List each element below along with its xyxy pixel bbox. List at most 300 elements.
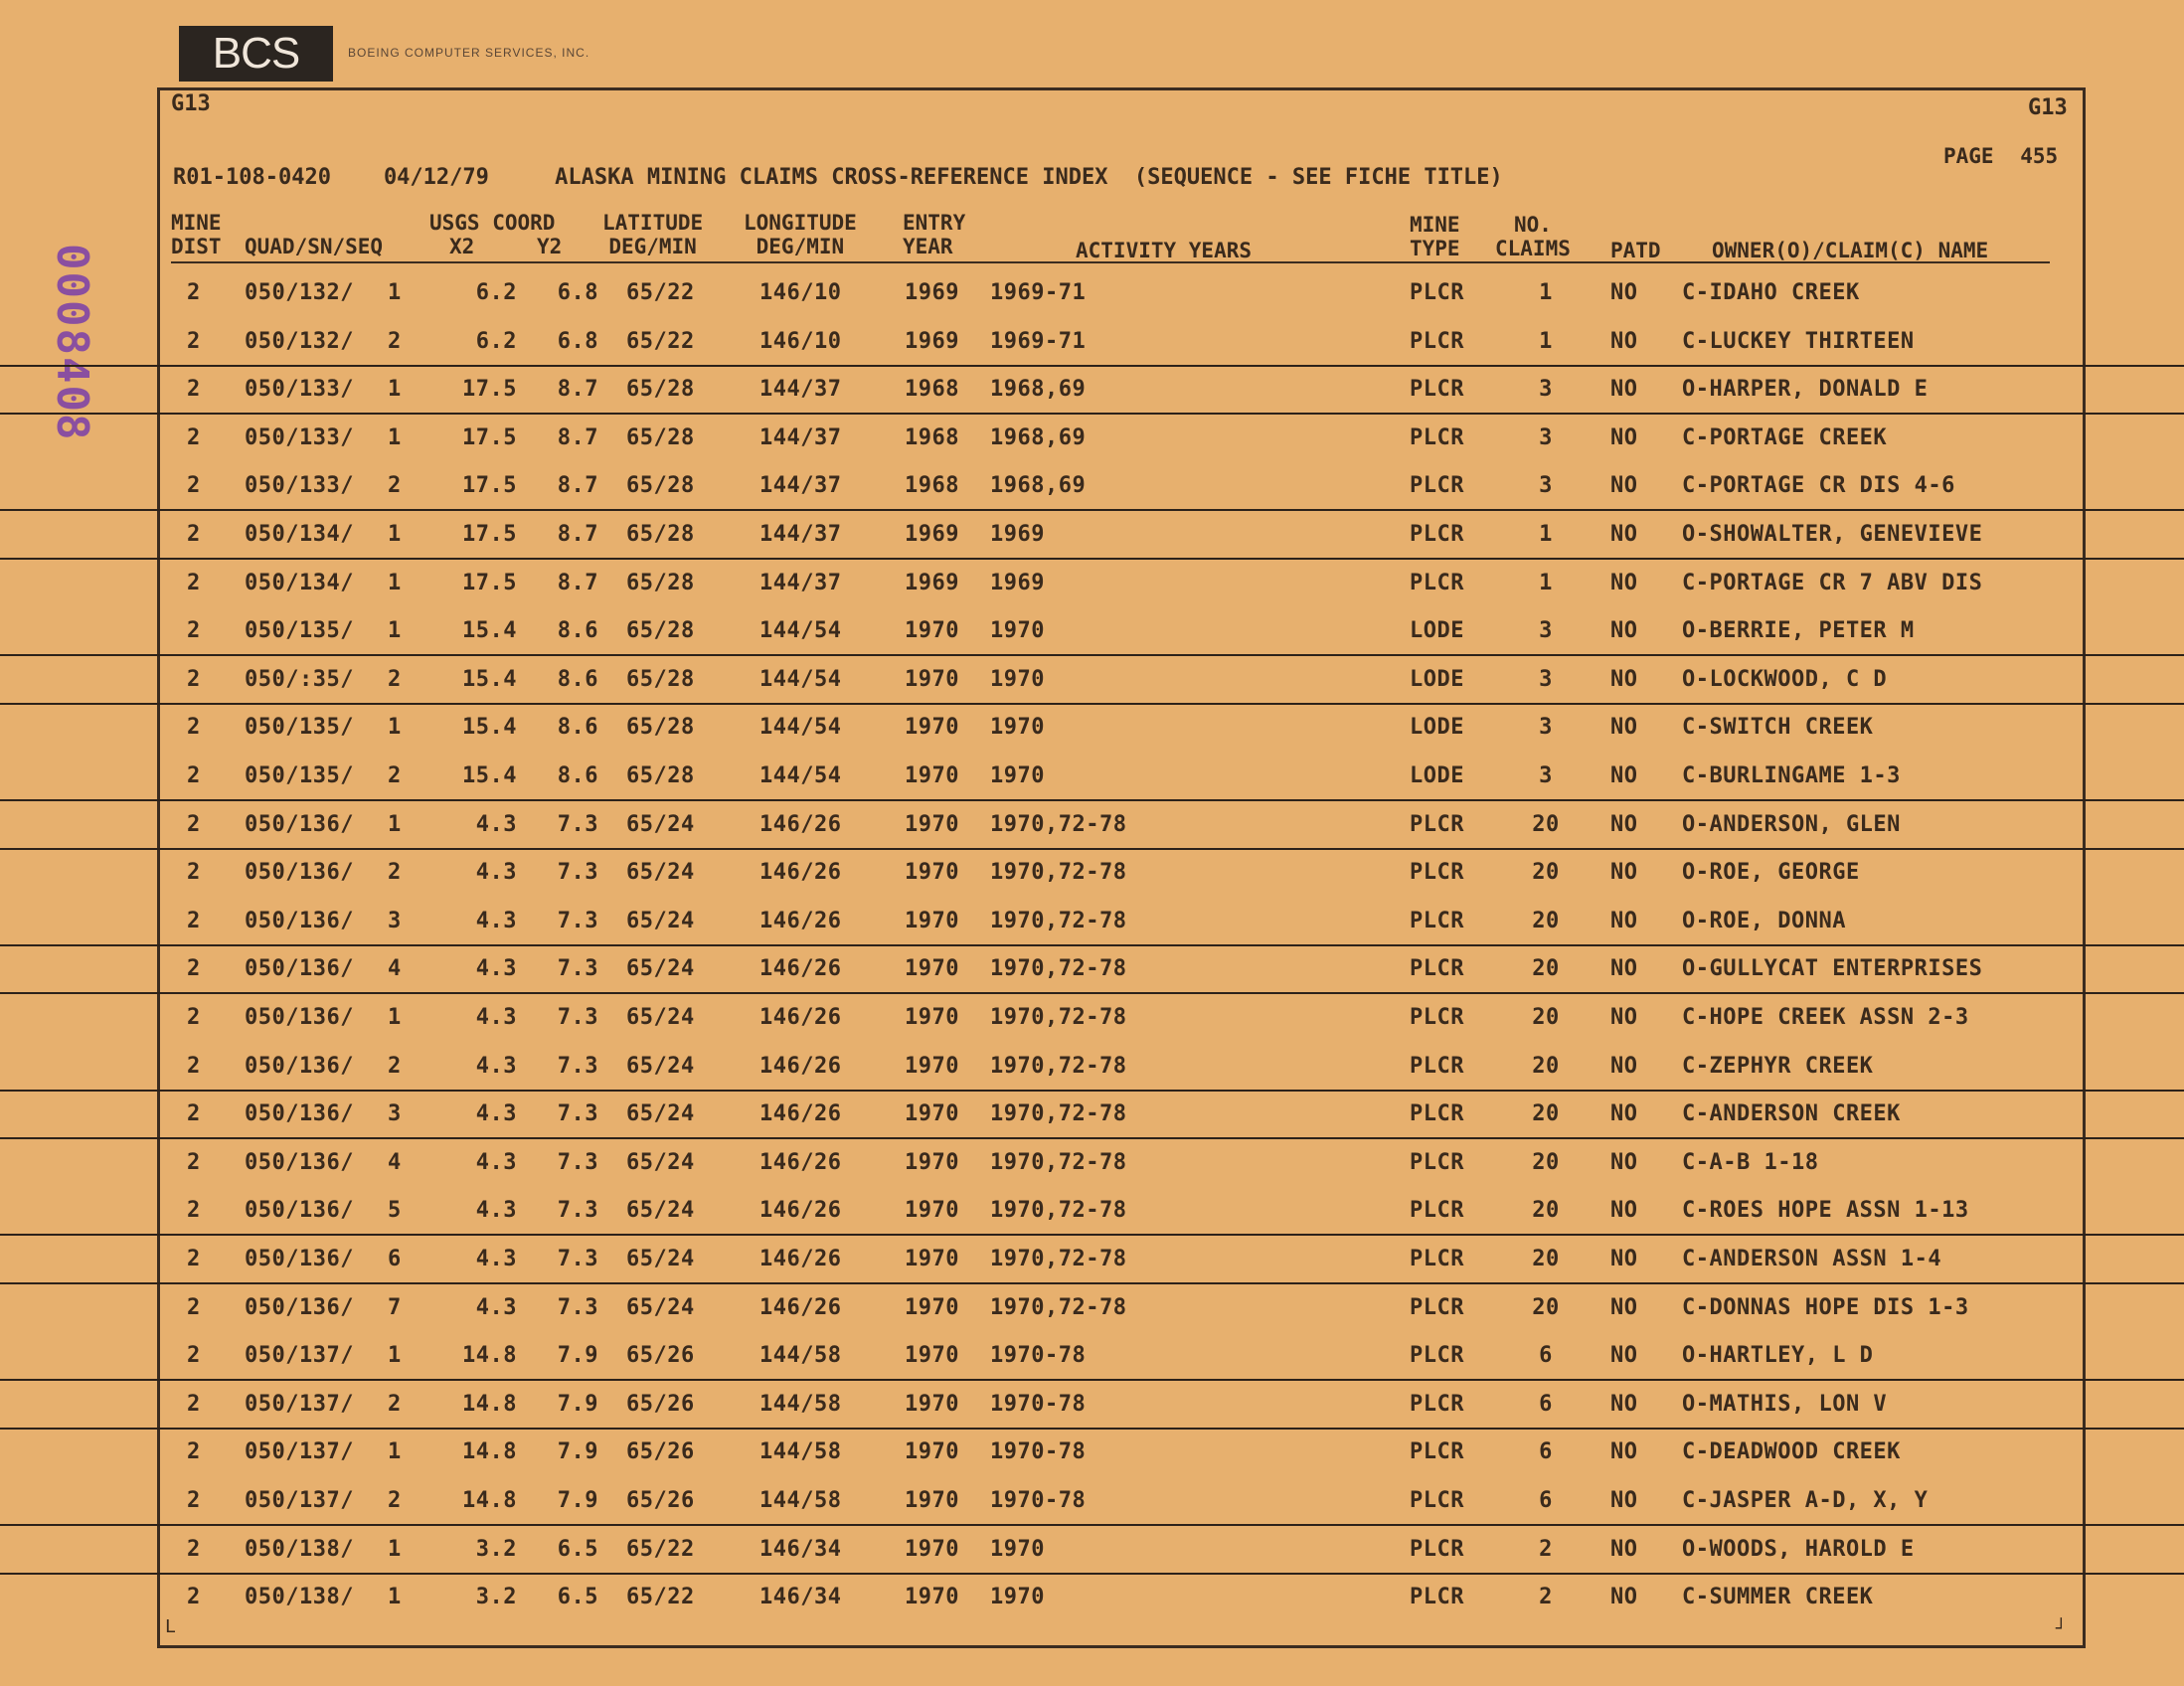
- table-row: [0, 711, 2184, 751]
- latitude-cell: 65/24: [626, 811, 695, 837]
- longitude-cell: 144/37: [759, 424, 842, 450]
- quad-cell: 050/136/: [245, 860, 354, 886]
- seq-cell: 2: [388, 473, 402, 499]
- x2-cell: 14.8: [462, 1488, 517, 1513]
- owner-claim-cell: O-ROE, DONNA: [1682, 908, 1846, 933]
- activity-years-cell: 1969: [990, 522, 1045, 547]
- owner-claim-cell: C-BURLINGAME 1-3: [1682, 763, 1901, 788]
- activity-years-cell: 1970-78: [990, 1488, 1087, 1513]
- x2-cell: 4.3: [475, 860, 517, 886]
- entry-year-cell: 1969: [905, 570, 959, 595]
- no-claims-cell: 1: [1539, 570, 1553, 595]
- side-stamp-number: 0008408: [47, 244, 97, 442]
- owner-claim-cell: C-ROES HOPE ASSN 1-13: [1682, 1198, 1969, 1224]
- y2-cell: 7.3: [557, 1053, 598, 1079]
- mine-type-cell: PLCR: [1410, 1247, 1464, 1271]
- seq-cell: 1: [388, 280, 402, 305]
- table-row: [0, 518, 2184, 560]
- y2-cell: 7.3: [557, 1149, 598, 1175]
- owner-claim-cell: O-GULLYCAT ENTERPRISES: [1682, 956, 1983, 982]
- longitude-cell: 146/26: [759, 811, 842, 837]
- y2-cell: 8.6: [557, 715, 598, 741]
- y2-cell: 8.7: [557, 570, 598, 595]
- owner-claim-cell: C-ZEPHYR CREEK: [1682, 1053, 1874, 1079]
- y2-cell: 8.7: [557, 473, 598, 499]
- owner-claim-cell: C-DEADWOOD CREEK: [1682, 1439, 1901, 1465]
- x2-cell: 3.2: [475, 1536, 517, 1562]
- quad-cell: 050/135/: [245, 763, 354, 788]
- activity-years-cell: 1970,72-78: [990, 1101, 1127, 1127]
- activity-years-cell: 1969: [990, 570, 1045, 595]
- mine-dist-cell: 2: [187, 1005, 201, 1030]
- latitude-cell: 65/26: [626, 1439, 695, 1465]
- longitude-cell: 146/26: [759, 1294, 842, 1320]
- quad-cell: 050/136/: [245, 908, 354, 933]
- seq-cell: 6: [388, 1247, 402, 1271]
- mine-dist-cell: 2: [187, 618, 201, 644]
- quad-cell: 050/133/: [245, 473, 354, 499]
- mine-dist-cell: 2: [187, 473, 201, 499]
- y2-cell: 7.3: [557, 1294, 598, 1320]
- patd-cell: NO: [1610, 377, 1638, 403]
- owner-claim-cell: O-ROE, GEORGE: [1682, 860, 1860, 886]
- mine-type-cell: PLCR: [1410, 1488, 1464, 1513]
- y2-cell: 7.9: [557, 1439, 598, 1465]
- mine-type-cell: PLCR: [1410, 1294, 1464, 1320]
- table-row: [0, 856, 2184, 896]
- seq-cell: 2: [388, 860, 402, 886]
- mine-type-cell: PLCR: [1410, 473, 1464, 499]
- entry-year-cell: 1970: [905, 908, 959, 933]
- patd-cell: NO: [1610, 860, 1638, 886]
- table-row: [0, 1533, 2184, 1575]
- table-row: [0, 469, 2184, 511]
- entry-year-cell: 1970: [905, 1005, 959, 1030]
- x2-cell: 4.3: [475, 1247, 517, 1271]
- seq-cell: 4: [388, 956, 402, 982]
- activity-years-cell: 1970,72-78: [990, 811, 1127, 837]
- mine-dist-cell: 2: [187, 860, 201, 886]
- entry-year-cell: 1970: [905, 956, 959, 982]
- patd-cell: NO: [1610, 1101, 1638, 1127]
- patd-cell: NO: [1610, 280, 1638, 305]
- entry-year-cell: 1970: [905, 1343, 959, 1369]
- quad-cell: 050/136/: [245, 811, 354, 837]
- quad-cell: 050/136/: [245, 1294, 354, 1320]
- x2-cell: 15.4: [462, 618, 517, 644]
- longitude-cell: 146/34: [759, 1536, 842, 1562]
- owner-claim-cell: C-ANDERSON CREEK: [1682, 1101, 1901, 1127]
- no-claims-cell: 20: [1532, 1149, 1560, 1175]
- quad-cell: 050/133/: [245, 424, 354, 450]
- owner-claim-cell: C-IDAHO CREEK: [1682, 280, 1860, 305]
- mine-dist-cell: 2: [187, 1247, 201, 1271]
- patd-cell: NO: [1610, 618, 1638, 644]
- y2-cell: 8.7: [557, 522, 598, 547]
- mine-type-cell: PLCR: [1410, 956, 1464, 982]
- latitude-cell: 65/28: [626, 666, 695, 692]
- seq-cell: 1: [388, 715, 402, 741]
- report-date: 04/12/79: [383, 165, 489, 190]
- mine-dist-cell: 2: [187, 328, 201, 354]
- quad-cell: 050/136/: [245, 1247, 354, 1271]
- table-row: [0, 759, 2184, 801]
- no-claims-cell: 3: [1539, 377, 1553, 403]
- y2-cell: 7.3: [557, 1101, 598, 1127]
- x2-cell: 17.5: [462, 473, 517, 499]
- quad-cell: 050/133/: [245, 377, 354, 403]
- quad-cell: 050/136/: [245, 1053, 354, 1079]
- seq-cell: 3: [388, 1101, 402, 1127]
- quad-cell: 050/132/: [245, 328, 354, 354]
- quad-cell: 050/137/: [245, 1343, 354, 1369]
- quad-cell: 050/137/: [245, 1439, 354, 1465]
- patd-cell: NO: [1610, 811, 1638, 837]
- mine-type-cell: PLCR: [1410, 1439, 1464, 1465]
- patd-cell: NO: [1610, 1005, 1638, 1030]
- activity-years-cell: 1970,72-78: [990, 1053, 1127, 1079]
- col-x2: X2: [449, 235, 475, 258]
- mine-dist-cell: 2: [187, 1439, 201, 1465]
- activity-years-cell: 1970,72-78: [990, 908, 1127, 933]
- col-no-claims: NO. CLAIMS: [1495, 213, 1571, 260]
- mine-dist-cell: 2: [187, 1053, 201, 1079]
- x2-cell: 17.5: [462, 522, 517, 547]
- table-row: [0, 1581, 2184, 1620]
- quad-cell: 050/136/: [245, 1101, 354, 1127]
- table-row: [0, 1388, 2184, 1430]
- x2-cell: 17.5: [462, 570, 517, 595]
- mine-dist-cell: 2: [187, 1585, 201, 1610]
- no-claims-cell: 1: [1539, 328, 1553, 354]
- activity-years-cell: 1970,72-78: [990, 860, 1127, 886]
- longitude-cell: 144/54: [759, 715, 842, 741]
- mine-dist-cell: 2: [187, 1343, 201, 1369]
- activity-years-cell: 1970,72-78: [990, 1247, 1127, 1271]
- corner-mark-right: ┘: [2056, 1618, 2067, 1639]
- seq-cell: 1: [388, 811, 402, 837]
- seq-cell: 2: [388, 1391, 402, 1417]
- mine-dist-cell: 2: [187, 908, 201, 933]
- entry-year-cell: 1970: [905, 715, 959, 741]
- owner-claim-cell: C-SWITCH CREEK: [1682, 715, 1874, 741]
- mine-dist-cell: 2: [187, 570, 201, 595]
- activity-years-cell: 1969-71: [990, 328, 1087, 354]
- quad-cell: 050/134/: [245, 522, 354, 547]
- activity-years-cell: 1970: [990, 1536, 1045, 1562]
- mine-type-cell: PLCR: [1410, 328, 1464, 354]
- company-name: BOEING COMPUTER SERVICES, INC.: [348, 46, 590, 60]
- mine-dist-cell: 2: [187, 715, 201, 741]
- longitude-cell: 144/54: [759, 618, 842, 644]
- table-row: [0, 1001, 2184, 1041]
- latitude-cell: 65/24: [626, 908, 695, 933]
- latitude-cell: 65/24: [626, 956, 695, 982]
- x2-cell: 6.2: [475, 328, 517, 354]
- x2-cell: 4.3: [475, 1294, 517, 1320]
- patd-cell: NO: [1610, 763, 1638, 788]
- owner-claim-cell: C-HOPE CREEK ASSN 2-3: [1682, 1005, 1969, 1030]
- no-claims-cell: 20: [1532, 811, 1560, 837]
- y2-cell: 7.3: [557, 1247, 598, 1271]
- mine-type-cell: PLCR: [1410, 1101, 1464, 1127]
- entry-year-cell: 1969: [905, 522, 959, 547]
- mine-dist-cell: 2: [187, 522, 201, 547]
- entry-year-cell: 1970: [905, 1488, 959, 1513]
- longitude-cell: 144/54: [759, 763, 842, 788]
- no-claims-cell: 20: [1532, 908, 1560, 933]
- quad-cell: 050/132/: [245, 280, 354, 305]
- longitude-cell: 144/58: [759, 1343, 842, 1369]
- mine-type-cell: PLCR: [1410, 377, 1464, 403]
- longitude-cell: 144/54: [759, 666, 842, 692]
- mine-type-cell: LODE: [1410, 715, 1464, 741]
- seq-cell: 1: [388, 1343, 402, 1369]
- entry-year-cell: 1970: [905, 1391, 959, 1417]
- latitude-cell: 65/28: [626, 618, 695, 644]
- latitude-cell: 65/28: [626, 715, 695, 741]
- y2-cell: 6.8: [557, 328, 598, 354]
- activity-years-cell: 1970,72-78: [990, 1149, 1127, 1175]
- quad-cell: 050/138/: [245, 1585, 354, 1610]
- latitude-cell: 65/28: [626, 522, 695, 547]
- latitude-cell: 65/28: [626, 763, 695, 788]
- mine-dist-cell: 2: [187, 1149, 201, 1175]
- x2-cell: 17.5: [462, 424, 517, 450]
- entry-year-cell: 1970: [905, 1198, 959, 1224]
- entry-year-cell: 1970: [905, 1536, 959, 1562]
- seq-cell: 7: [388, 1294, 402, 1320]
- mine-type-cell: PLCR: [1410, 280, 1464, 305]
- mine-type-cell: PLCR: [1410, 1343, 1464, 1369]
- y2-cell: 8.6: [557, 618, 598, 644]
- col-owner-claim: OWNER(O)/CLAIM(C) NAME: [1712, 239, 1989, 262]
- entry-year-cell: 1968: [905, 424, 959, 450]
- table-row: [0, 1050, 2184, 1092]
- longitude-cell: 146/26: [759, 908, 842, 933]
- seq-cell: 1: [388, 377, 402, 403]
- mine-type-cell: PLCR: [1410, 811, 1464, 837]
- y2-cell: 8.6: [557, 763, 598, 788]
- x2-cell: 4.3: [475, 956, 517, 982]
- x2-cell: 14.8: [462, 1343, 517, 1369]
- no-claims-cell: 3: [1539, 424, 1553, 450]
- x2-cell: 4.3: [475, 1198, 517, 1224]
- table-row: [0, 614, 2184, 656]
- patd-cell: NO: [1610, 908, 1638, 933]
- mine-dist-cell: 2: [187, 1294, 201, 1320]
- mine-type-cell: LODE: [1410, 618, 1464, 644]
- mine-dist-cell: 2: [187, 1198, 201, 1224]
- latitude-cell: 65/26: [626, 1343, 695, 1369]
- table-row: [0, 1339, 2184, 1381]
- patd-cell: NO: [1610, 570, 1638, 595]
- activity-years-cell: 1970: [990, 618, 1045, 644]
- x2-cell: 4.3: [475, 1101, 517, 1127]
- y2-cell: 6.8: [557, 280, 598, 305]
- patd-cell: NO: [1610, 1198, 1638, 1224]
- col-patd: PATD: [1610, 239, 1661, 262]
- no-claims-cell: 3: [1539, 666, 1553, 692]
- col-mine-type: MINE TYPE: [1410, 213, 1460, 260]
- patd-cell: NO: [1610, 1391, 1638, 1417]
- longitude-cell: 144/37: [759, 377, 842, 403]
- owner-claim-cell: C-ANDERSON ASSN 1-4: [1682, 1247, 1942, 1271]
- owner-claim-cell: O-LOCKWOOD, C D: [1682, 666, 1888, 692]
- activity-years-cell: 1970: [990, 1585, 1045, 1610]
- activity-years-cell: 1970: [990, 763, 1045, 788]
- longitude-cell: 146/26: [759, 956, 842, 982]
- seq-cell: 1: [388, 1439, 402, 1465]
- table-row: [0, 808, 2184, 850]
- no-claims-cell: 20: [1532, 956, 1560, 982]
- x2-cell: 15.4: [462, 666, 517, 692]
- no-claims-cell: 20: [1532, 1053, 1560, 1079]
- owner-claim-cell: C-LUCKEY THIRTEEN: [1682, 328, 1915, 354]
- seq-cell: 4: [388, 1149, 402, 1175]
- owner-claim-cell: C-JASPER A-D, X, Y: [1682, 1488, 1929, 1513]
- patd-cell: NO: [1610, 1053, 1638, 1079]
- entry-year-cell: 1970: [905, 1101, 959, 1127]
- activity-years-cell: 1970-78: [990, 1343, 1087, 1369]
- table-row: [0, 567, 2184, 606]
- entry-year-cell: 1970: [905, 1585, 959, 1610]
- activity-years-cell: 1970,72-78: [990, 1198, 1127, 1224]
- mine-dist-cell: 2: [187, 1101, 201, 1127]
- latitude-cell: 65/24: [626, 860, 695, 886]
- latitude-cell: 65/22: [626, 328, 695, 354]
- table-row: [0, 276, 2184, 316]
- table-row: [0, 1243, 2184, 1284]
- owner-claim-cell: C-PORTAGE CR DIS 4-6: [1682, 473, 1955, 499]
- no-claims-cell: 2: [1539, 1585, 1553, 1610]
- no-claims-cell: 1: [1539, 280, 1553, 305]
- table-row: [0, 1435, 2184, 1475]
- owner-claim-cell: C-A-B 1-18: [1682, 1149, 1819, 1175]
- page-value: 455: [2020, 144, 2059, 168]
- x2-cell: 14.8: [462, 1439, 517, 1465]
- longitude-cell: 146/26: [759, 1005, 842, 1030]
- seq-cell: 2: [388, 1053, 402, 1079]
- latitude-cell: 65/24: [626, 1101, 695, 1127]
- activity-years-cell: 1970-78: [990, 1439, 1087, 1465]
- table-row: [0, 1291, 2184, 1331]
- col-usgs-coord: USGS COORD: [429, 211, 556, 235]
- entry-year-cell: 1969: [905, 328, 959, 354]
- latitude-cell: 65/24: [626, 1294, 695, 1320]
- table-row: [0, 663, 2184, 705]
- seq-cell: 3: [388, 908, 402, 933]
- x2-cell: 4.3: [475, 908, 517, 933]
- latitude-cell: 65/22: [626, 1536, 695, 1562]
- mine-type-cell: PLCR: [1410, 1585, 1464, 1610]
- quad-cell: 050/134/: [245, 570, 354, 595]
- fiche-id-right: G13: [2028, 95, 2068, 120]
- table-row: [0, 1194, 2184, 1236]
- page-label: PAGE: [1943, 144, 1994, 168]
- latitude-cell: 65/28: [626, 377, 695, 403]
- mine-dist-cell: 2: [187, 811, 201, 837]
- no-claims-cell: 6: [1539, 1488, 1553, 1513]
- col-latitude: LATITUDE DEG/MIN: [602, 211, 704, 258]
- x2-cell: 15.4: [462, 763, 517, 788]
- bcs-logo: BCS: [179, 26, 333, 82]
- longitude-cell: 144/58: [759, 1391, 842, 1417]
- fiche-id-left: G13: [171, 91, 211, 116]
- seq-cell: 1: [388, 424, 402, 450]
- latitude-cell: 65/28: [626, 473, 695, 499]
- mine-dist-cell: 2: [187, 377, 201, 403]
- x2-cell: 6.2: [475, 280, 517, 305]
- entry-year-cell: 1968: [905, 473, 959, 499]
- entry-year-cell: 1970: [905, 1247, 959, 1271]
- no-claims-cell: 3: [1539, 763, 1553, 788]
- mine-type-cell: PLCR: [1410, 1053, 1464, 1079]
- mine-type-cell: PLCR: [1410, 1005, 1464, 1030]
- longitude-cell: 144/58: [759, 1488, 842, 1513]
- patd-cell: NO: [1610, 1536, 1638, 1562]
- mine-type-cell: PLCR: [1410, 570, 1464, 595]
- mine-type-cell: PLCR: [1410, 860, 1464, 886]
- no-claims-cell: 20: [1532, 1101, 1560, 1127]
- quad-cell: 050/136/: [245, 956, 354, 982]
- patd-cell: NO: [1610, 473, 1638, 499]
- y2-cell: 7.9: [557, 1343, 598, 1369]
- longitude-cell: 144/37: [759, 570, 842, 595]
- entry-year-cell: 1969: [905, 280, 959, 305]
- activity-years-cell: 1970,72-78: [990, 956, 1127, 982]
- seq-cell: 2: [388, 1488, 402, 1513]
- owner-claim-cell: O-HARTLEY, L D: [1682, 1343, 1874, 1369]
- seq-cell: 1: [388, 1585, 402, 1610]
- mine-type-cell: LODE: [1410, 666, 1464, 692]
- mine-dist-cell: 2: [187, 763, 201, 788]
- x2-cell: 4.3: [475, 1005, 517, 1030]
- patd-cell: NO: [1610, 1247, 1638, 1271]
- col-entry-year: ENTRY YEAR: [903, 211, 966, 258]
- y2-cell: 7.3: [557, 956, 598, 982]
- no-claims-cell: 2: [1539, 1536, 1553, 1562]
- header-underline: [171, 261, 2050, 263]
- quad-cell: 050/135/: [245, 715, 354, 741]
- latitude-cell: 65/26: [626, 1391, 695, 1417]
- y2-cell: 6.5: [557, 1585, 598, 1610]
- mine-type-cell: PLCR: [1410, 1391, 1464, 1417]
- latitude-cell: 65/24: [626, 1247, 695, 1271]
- table-row: [0, 905, 2184, 946]
- entry-year-cell: 1968: [905, 377, 959, 403]
- mine-type-cell: PLCR: [1410, 424, 1464, 450]
- activity-years-cell: 1968,69: [990, 473, 1087, 499]
- quad-cell: 050/137/: [245, 1488, 354, 1513]
- col-quad: QUAD/SN/SEQ: [245, 235, 384, 258]
- longitude-cell: 146/10: [759, 328, 842, 354]
- mine-type-cell: PLCR: [1410, 522, 1464, 547]
- table-row: [0, 325, 2184, 367]
- owner-claim-cell: O-WOODS, HAROLD E: [1682, 1536, 1915, 1562]
- corner-mark-left: L: [165, 1616, 176, 1637]
- activity-years-cell: 1970: [990, 666, 1045, 692]
- longitude-cell: 146/26: [759, 1053, 842, 1079]
- seq-cell: 5: [388, 1198, 402, 1224]
- table-row: [0, 373, 2184, 415]
- quad-cell: 050/136/: [245, 1005, 354, 1030]
- report-title: ALASKA MINING CLAIMS CROSS-REFERENCE INDEX (SEQUENCE - SEE FICHE TITLE): [555, 165, 1503, 190]
- patd-cell: NO: [1610, 666, 1638, 692]
- seq-cell: 2: [388, 328, 402, 354]
- y2-cell: 8.7: [557, 377, 598, 403]
- mine-dist-cell: 2: [187, 1536, 201, 1562]
